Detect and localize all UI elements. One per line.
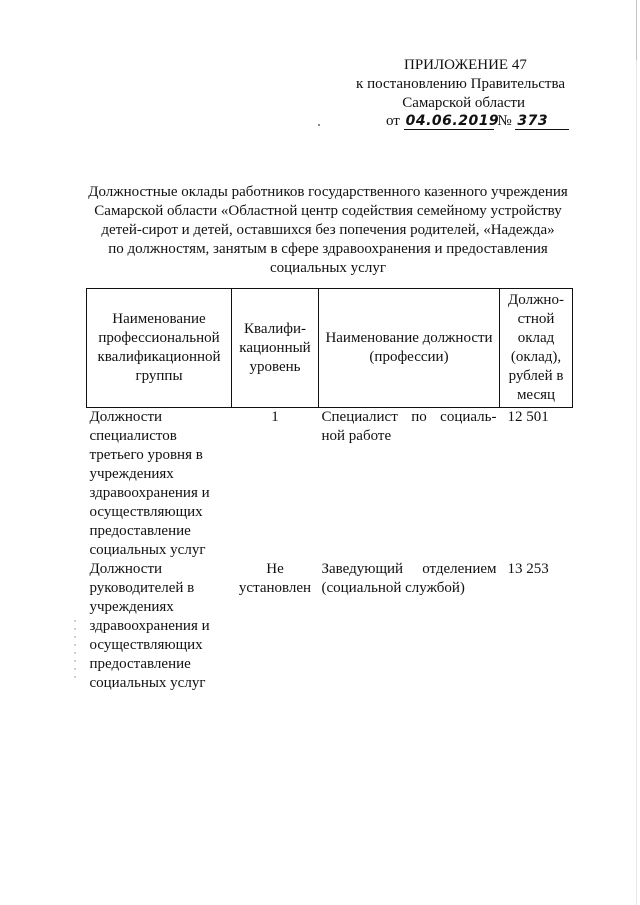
region-name: Самарской области xyxy=(402,95,525,111)
header-position-name: Наименование должности (профессии) xyxy=(319,289,500,408)
date-prefix: от xyxy=(386,113,400,129)
cell-level: Не установлен xyxy=(238,561,312,596)
cell-group: Должности специалистов третьего уровня в учреждениях здравоохранения и осуществляющих предоставление социальных услуг xyxy=(89,409,210,558)
date-number-line xyxy=(386,112,569,131)
cell-salary: 12 501 xyxy=(507,409,549,425)
number-prefix: № xyxy=(497,113,512,129)
salary-table-wrapper xyxy=(86,288,572,693)
appendix-title: ПРИЛОЖЕНИЕ 47 xyxy=(404,57,527,73)
table-row xyxy=(87,560,573,693)
resolution-reference: к постановлению Правительства xyxy=(356,76,565,92)
document-title xyxy=(60,183,596,278)
scan-dot xyxy=(318,124,320,126)
document-title-line: Должностные оклады работников государственного казенного учреждения xyxy=(88,184,568,200)
header-qualification-group: Наименование профессиональной квалификационной группы xyxy=(87,289,232,408)
cell-position: Заведующий отделением (социальной службой) xyxy=(321,561,497,596)
cell-group: Должности руководителей в учреждениях здравоохранения и осуществляющих предоставление социальных услуг xyxy=(89,561,210,691)
handwritten-number: 373 xyxy=(515,114,569,130)
table-row xyxy=(87,408,573,561)
document-title-line: по должностям, занятым в сфере здравоохранения и предоставления xyxy=(108,241,548,257)
document-title-line: социальных услуг xyxy=(270,260,386,276)
document-title-line: детей-сирот и детей, оставшихся без попечения родителей, «Надежда» xyxy=(101,222,555,238)
salary-table xyxy=(86,288,573,693)
table-header-row xyxy=(87,289,573,408)
cell-position: Специалист по социаль-ной работе xyxy=(321,409,497,444)
document-title-line: Самарской области «Областной центр содействия семейному устройству xyxy=(94,203,562,219)
scan-edge-mark xyxy=(636,0,637,905)
handwritten-date: 04.06.2019 xyxy=(405,113,500,129)
header-qualification-level: Квалифи-кационный уровень xyxy=(232,289,319,408)
scan-binding-mark xyxy=(74,620,76,680)
cell-level: 1 xyxy=(271,409,279,425)
header-salary: Должно-стной оклад (оклад), рублей в месяц xyxy=(500,289,573,408)
cell-salary: 13 253 xyxy=(507,561,549,577)
